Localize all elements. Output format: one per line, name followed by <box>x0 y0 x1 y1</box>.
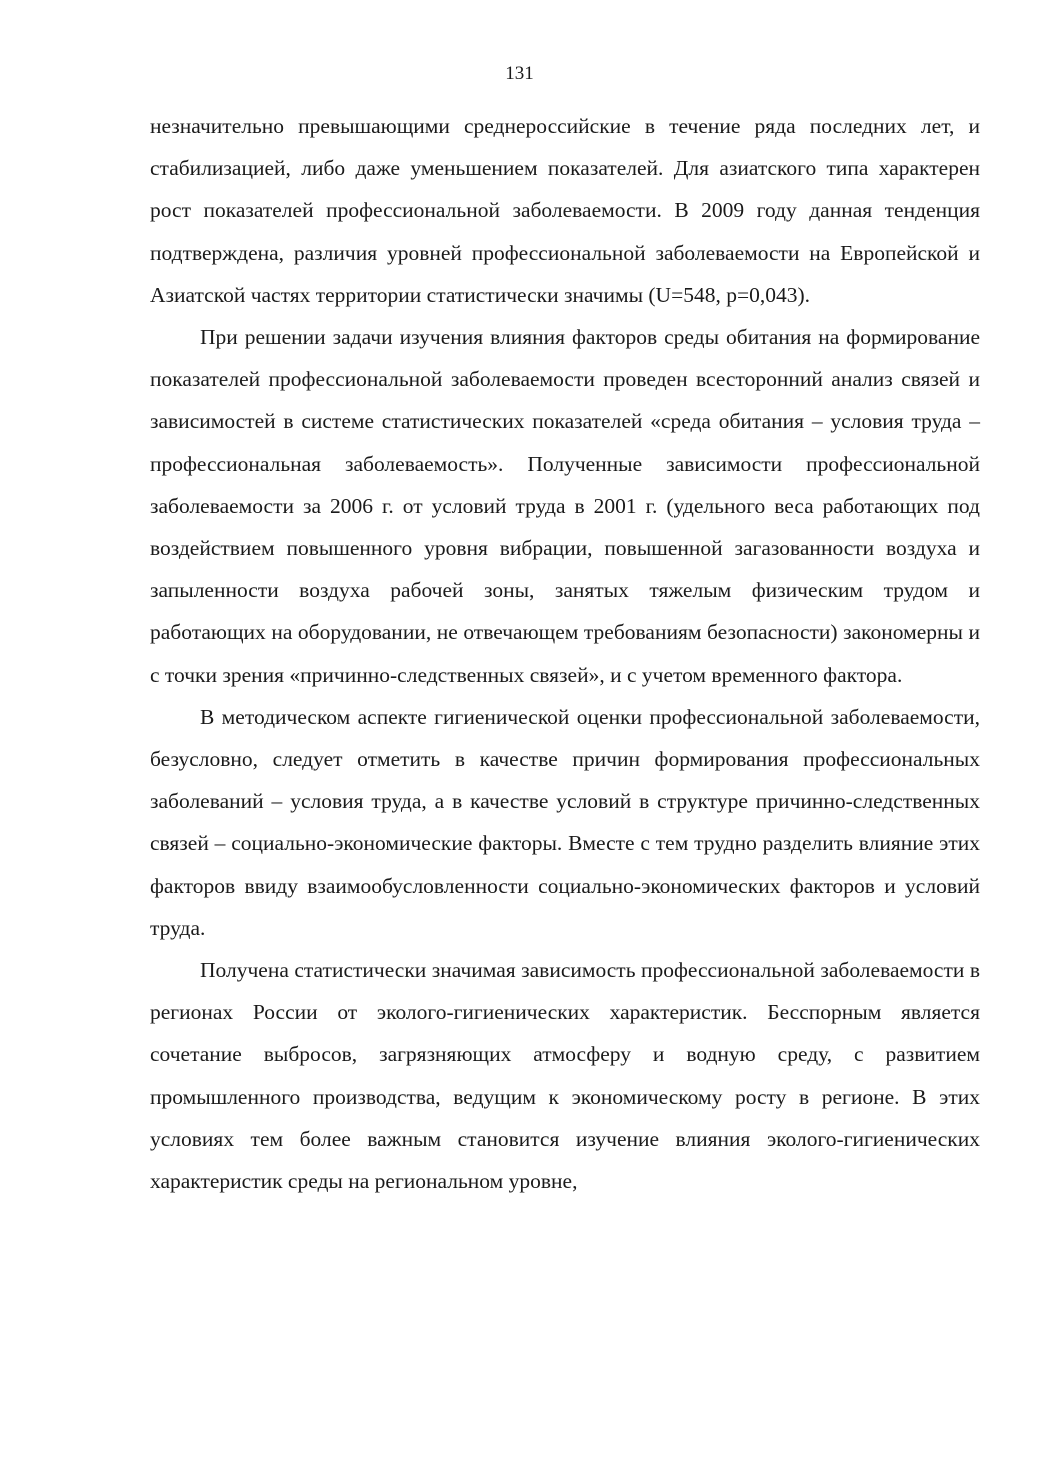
paragraph-ecological-dependence: Получена статистически значимая зависимость профессиональной заболеваемости в регионах России от эколого-гигиенических характеристик. Бесспорным является сочетание выбросов, загрязняющих атмосферу и водную среду, с развитием промышленного производства, ведущим к экономическому росту в регионе. В этих условиях тем более важным становится изучение влияния эколого-гигиенических характеристик среды на региональном уровне, <box>150 958 980 1194</box>
text-body <box>150 105 980 1202</box>
page-number: 131 <box>505 63 534 84</box>
paragraph-factors-analysis: При решении задачи изучения влияния факторов среды обитания на формирование показателей профессиональной заболеваемости проведен всесторонний анализ связей и зависимостей в системе статистических показателей «среда обитания – условия труда – профессиональная заболеваемость». Полученные зависимости профессиональной заболеваемости за 2006 г. от условий труда в 2001 г. (удельного веса работающих под воздействием повышенного уровня вибрации, повышенной загазованности воздуха и запыленности воздуха рабочей зоны, занятых тяжелым физическим трудом и работающих на оборудовании, не отвечающем требованиям безопасности) закономерны и с точки зрения «причинно-следственных связей», и с учетом временного фактора. <box>150 325 980 687</box>
paragraph-methodological-aspect: В методическом аспекте гигиенической оценки профессиональной заболеваемости, безусловно, следует отметить в качестве причин формирования профессиональных заболеваний – условия труда, а в качестве условий в структуре причинно-следственных связей – социально-экономические факторы. Вместе с тем трудно разделить влияние этих факторов ввиду взаимообусловленности социально-экономических факторов и условий труда. <box>150 704 980 940</box>
paragraph-continuation: незначительно превышающими среднероссийские в течение ряда последних лет, и стабилизацией, либо даже уменьшением показателей. Для азиатского типа характерен рост показателей профессиональной заболеваемости. В 2009 году данная тенденция подтверждена, различия уровней профессиональной заболеваемости на Европейской и Азиатской частях территории статистически значимы (U=548, p=0,043). <box>150 114 980 307</box>
